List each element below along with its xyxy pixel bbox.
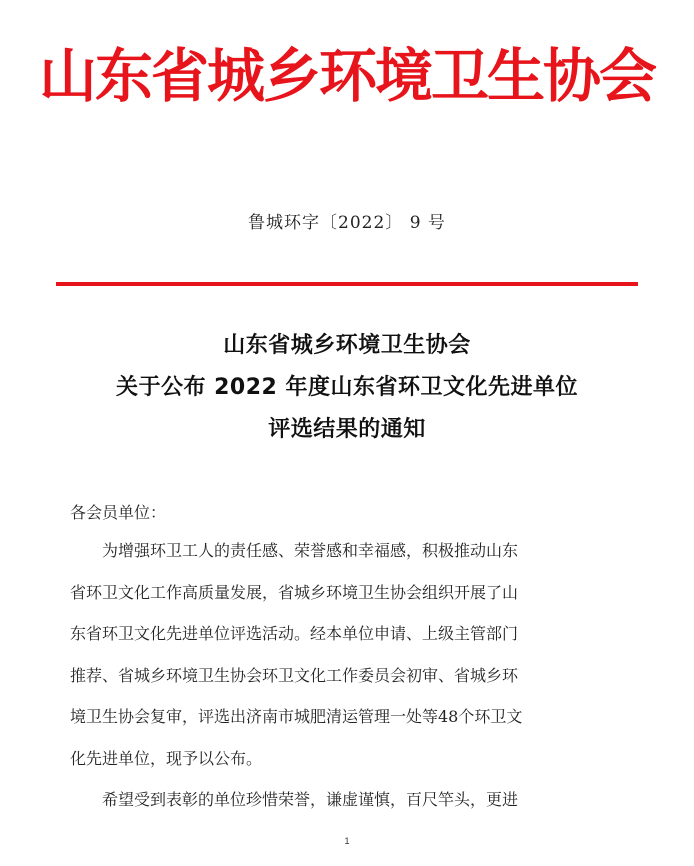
salutation: 各会员单位： bbox=[70, 503, 167, 522]
paragraph-line: 境卫生协会复审，评选出济南市城肥清运管理一处等48个环卫文 bbox=[70, 707, 523, 727]
paragraph-line: 为增强环卫工人的责任感、荣誉感和幸福感，积极推动山东 bbox=[102, 541, 519, 560]
title-line-2: 关于公布 2022 年度山东省环卫文化先进单位 bbox=[115, 375, 579, 400]
red-divider-line bbox=[56, 282, 638, 286]
organization-header: 山东省城乡环境卫生协会 bbox=[38, 42, 655, 110]
document-number: 鲁城环字〔2022〕 9 号 bbox=[248, 213, 446, 233]
title-line-1: 山东省城乡环境卫生协会 bbox=[223, 333, 471, 358]
paragraph-2 bbox=[70, 779, 642, 821]
paragraph-line: 省环卫文化工作高质量发展，省城乡环境卫生协会组织开展了山 bbox=[70, 582, 519, 602]
paragraph-line: 推荐、省城乡环境卫生协会环卫文化工作委员会初审、省城乡环 bbox=[70, 665, 519, 685]
paragraph-line: 东省环卫文化先进单位评选活动。经本单位申请、上级主管部门 bbox=[70, 624, 519, 644]
page-number: 1 bbox=[344, 836, 350, 846]
title-line-3: 评选结果的通知 bbox=[268, 417, 426, 442]
paragraph-1 bbox=[70, 530, 642, 780]
paragraph-line: 化先进单位，现予以公布。 bbox=[70, 748, 263, 768]
notice-title bbox=[0, 325, 694, 451]
paragraph-line: 希望受到表彰的单位珍惜荣誉，谦虚谨慎，百尺竿头，更进 bbox=[102, 790, 519, 809]
